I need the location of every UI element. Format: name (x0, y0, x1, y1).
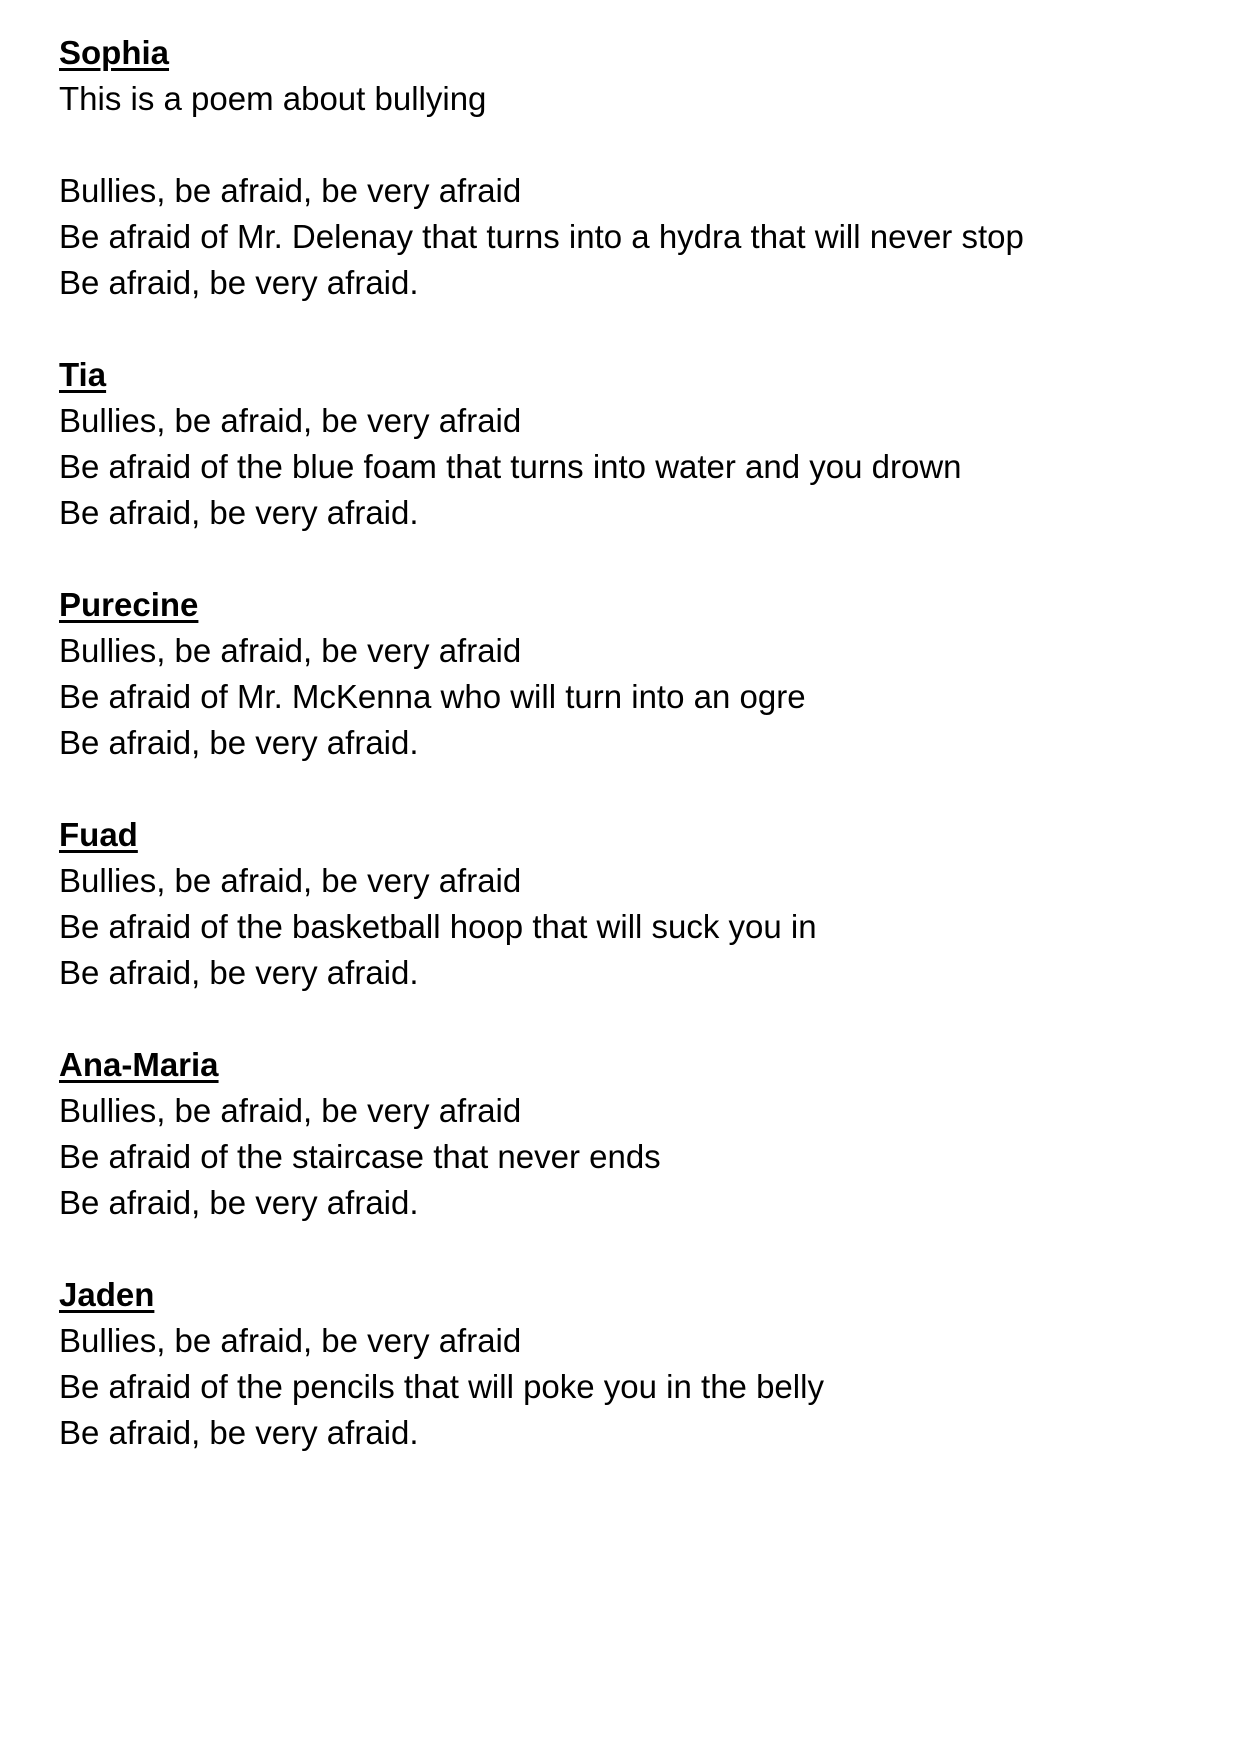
poem-author: Tia (59, 356, 107, 393)
poem-intro: This is a poem about bullying (59, 80, 487, 117)
poem-line: Bullies, be afraid, be very afraid (59, 862, 522, 899)
poem-line: Be afraid of the blue foam that turns into water and you drown (59, 448, 962, 485)
poem-fuad (59, 812, 1199, 996)
poem-author: Fuad (59, 816, 138, 853)
poem-line: Be afraid, be very afraid. (59, 954, 419, 991)
poem-line: Be afraid, be very afraid. (59, 264, 419, 301)
poem-line: Be afraid of the staircase that never ends (59, 1138, 661, 1175)
poem-author: Purecine (59, 586, 199, 623)
poem-line: Bullies, be afraid, be very afraid (59, 1092, 522, 1129)
poem-tia (59, 352, 1199, 536)
poem-purecine (59, 582, 1199, 766)
poem-line: Be afraid, be very afraid. (59, 724, 419, 761)
poem-line: Be afraid of the pencils that will poke you in the belly (59, 1368, 824, 1405)
poem-sophia (59, 30, 1199, 306)
poem-line: Be afraid, be very afraid. (59, 494, 419, 531)
poem-line: Be afraid, be very afraid. (59, 1414, 419, 1451)
poem-line: Bullies, be afraid, be very afraid (59, 172, 522, 209)
poem-line: Be afraid of Mr. Delenay that turns into a hydra that will never stop (59, 218, 1024, 255)
poem-author: Ana-Maria (59, 1046, 219, 1083)
poem-line: Be afraid, be very afraid. (59, 1184, 419, 1221)
poem-jaden (59, 1272, 1199, 1456)
poem-ana-maria (59, 1042, 1199, 1226)
poem-author: Sophia (59, 34, 170, 71)
poem-line: Bullies, be afraid, be very afraid (59, 1322, 522, 1359)
poem-line: Be afraid of the basketball hoop that will suck you in (59, 908, 817, 945)
document-page (59, 30, 1199, 1456)
poem-author: Jaden (59, 1276, 155, 1313)
poem-line: Be afraid of Mr. McKenna who will turn into an ogre (59, 678, 806, 715)
poem-line: Bullies, be afraid, be very afraid (59, 402, 522, 439)
poem-line: Bullies, be afraid, be very afraid (59, 632, 522, 669)
